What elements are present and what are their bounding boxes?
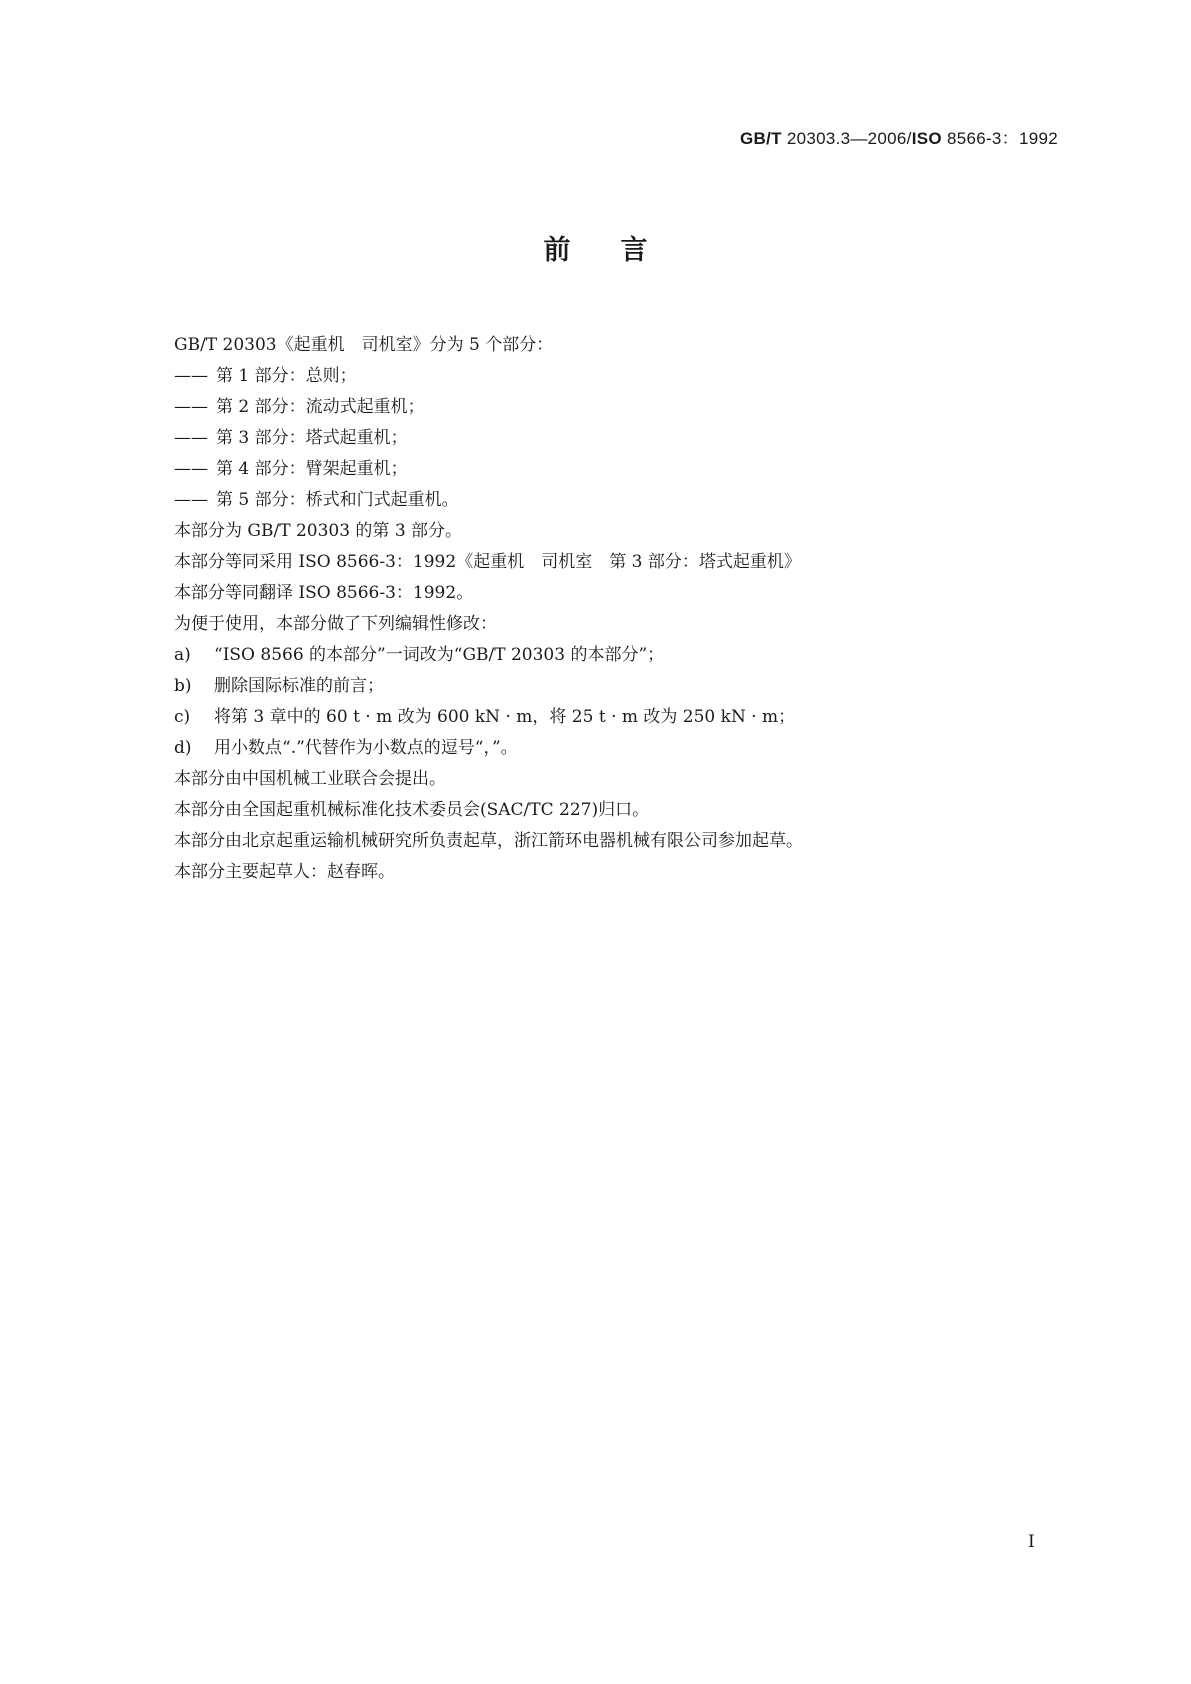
paragraph-proposer: 本部分由中国机械工业联合会提出。 xyxy=(174,769,446,789)
part-text: 第 2 部分：流动式起重机； xyxy=(216,397,425,417)
iso-number: 8566-3：1992 xyxy=(946,129,1058,148)
title-char-2: 言 xyxy=(620,235,648,266)
item-marker: d) xyxy=(174,738,192,758)
part-text: 第 3 部分：塔式起重机； xyxy=(216,428,408,448)
paragraph-editorial-intro: 为便于使用，本部分做了下列编辑性修改： xyxy=(174,614,497,634)
dash-mark: —— xyxy=(174,428,208,448)
dash-mark: —— xyxy=(174,459,208,479)
page-number: I xyxy=(1028,1532,1035,1552)
change-list-item xyxy=(174,702,1034,733)
paragraph-part-statement: 本部分为 GB/T 20303 的第 3 部分。 xyxy=(174,521,463,541)
part-list-item xyxy=(174,485,1034,516)
title-char-1: 前 xyxy=(543,235,571,266)
item-text: 删除国际标准的前言； xyxy=(214,676,384,696)
part-list-item xyxy=(174,392,1034,423)
dash-mark: —— xyxy=(174,366,208,386)
change-list-item xyxy=(174,640,1034,671)
item-marker: a) xyxy=(174,645,191,665)
page-title xyxy=(0,228,1191,267)
part-text: 第 4 部分：臂架起重机； xyxy=(216,459,408,479)
dash-mark: —— xyxy=(174,397,208,417)
part-list-item xyxy=(174,423,1034,454)
part-list-item xyxy=(174,454,1034,485)
dash-mark: —— xyxy=(174,490,208,510)
paragraph-adoption: 本部分等同采用 ISO 8566-3：1992《起重机 司机室 第 3 部分：塔式起重机》 xyxy=(174,552,801,572)
standard-code xyxy=(740,124,1058,149)
paragraph-drafters-org: 本部分由北京起重运输机械研究所负责起草，浙江箭环电器机械有限公司参加起草。 xyxy=(174,831,803,851)
item-text: 用小数点“.”代替作为小数点的逗号“，”。 xyxy=(214,738,518,758)
item-text: 将第 3 章中的 60 t · m 改为 600 kN · m，将 25 t · m 改为 250 kN · m； xyxy=(214,707,796,727)
part-text: 第 5 部分：桥式和门式起重机。 xyxy=(216,490,459,510)
item-marker: c) xyxy=(174,707,191,727)
intro-paragraph: GB/T 20303《起重机 司机室》分为 5 个部分： xyxy=(174,335,554,355)
part-text: 第 1 部分：总则； xyxy=(216,366,357,386)
paragraph-committee: 本部分由全国起重机械标准化技术委员会(SAC/TC 227)归口。 xyxy=(174,800,650,820)
change-list-item xyxy=(174,733,1034,764)
iso-prefix: ISO xyxy=(911,129,942,148)
standard-number: 20303.3—2006/ xyxy=(786,129,912,148)
foreword-body xyxy=(174,330,1034,888)
item-marker: b) xyxy=(174,676,192,696)
paragraph-translation: 本部分等同翻译 ISO 8566-3：1992。 xyxy=(174,583,474,603)
part-list-item xyxy=(174,361,1034,392)
change-list-item xyxy=(174,671,1034,702)
standard-prefix: GB/T xyxy=(739,129,782,148)
paragraph-drafters: 本部分主要起草人：赵春晖。 xyxy=(174,862,395,882)
item-text: “ISO 8566 的本部分”一词改为“GB/T 20303 的本部分”； xyxy=(214,645,665,665)
